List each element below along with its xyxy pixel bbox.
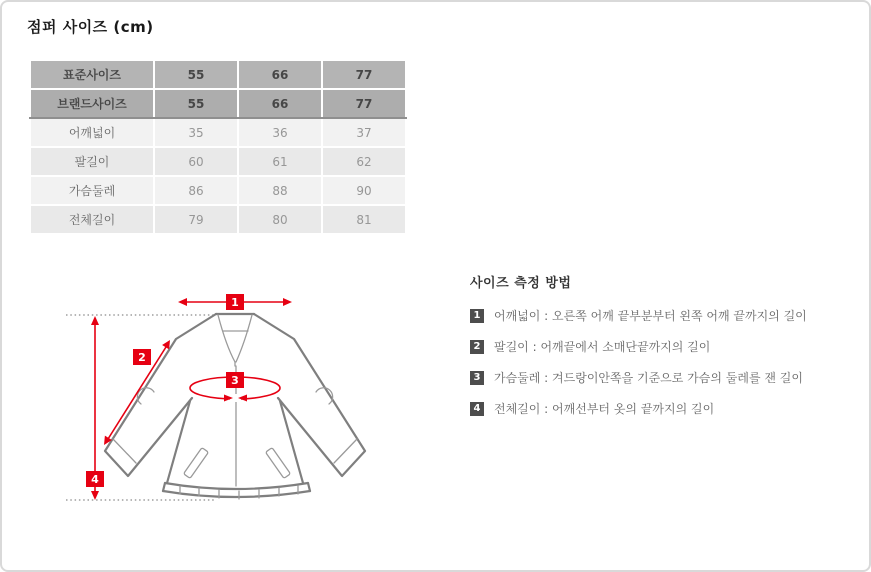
- table-row: [30, 147, 406, 176]
- table-row: [30, 205, 406, 234]
- table-cell-label: 전체길이: [30, 205, 154, 234]
- table-row: [30, 60, 406, 89]
- page-title: 점퍼 사이즈 (cm): [27, 18, 154, 36]
- jacket-measurement-diagram: [57, 280, 397, 532]
- legend-item: [470, 339, 862, 355]
- table-cell-value: 62: [322, 147, 406, 176]
- table-header-value: 77: [322, 60, 406, 89]
- legend-item: [470, 308, 862, 324]
- table-cell-value: 81: [322, 205, 406, 234]
- table-cell-value: 88: [238, 176, 322, 205]
- table-row: [30, 118, 406, 147]
- legend-number-badge: 4: [470, 402, 484, 416]
- measure-badge-2: [133, 349, 151, 365]
- table-cell-value: 61: [238, 147, 322, 176]
- table-cell-value: 37: [322, 118, 406, 147]
- jacket-details: [113, 315, 357, 499]
- table-cell-value: 35: [154, 118, 238, 147]
- table-row: [30, 89, 406, 118]
- measure-badge-1: [226, 294, 244, 310]
- svg-text:4: 4: [91, 473, 99, 486]
- measure-badge-3: [226, 372, 244, 388]
- legend-item-text: 가슴둘레 : 겨드랑이안쪽을 기준으로 가슴의 둘레를 잰 길이: [494, 371, 803, 385]
- table-cell-value: 36: [238, 118, 322, 147]
- legend-item-text: 어깨넓이 : 오른쪽 어깨 끝부분부터 왼쪽 어깨 끝까지의 길이: [494, 309, 807, 323]
- table-cell-value: 80: [238, 205, 322, 234]
- table-cell-label: 어깨넓이: [30, 118, 154, 147]
- table-header-value: 55: [154, 89, 238, 118]
- legend-item-text: 전체길이 : 어깨선부터 옷의 끝까지의 길이: [494, 402, 715, 416]
- legend-title: 사이즈 측정 방법: [470, 276, 572, 291]
- measurement-legend: [470, 272, 862, 432]
- table-cell-value: 90: [322, 176, 406, 205]
- legend-item: [470, 401, 862, 417]
- table-cell-label: 가슴둘레: [30, 176, 154, 205]
- legend-number-badge: 1: [470, 309, 484, 323]
- table-header-value: 66: [238, 89, 322, 118]
- size-table: [29, 59, 407, 235]
- table-header-label: 브랜드사이즈: [30, 89, 154, 118]
- legend-item: [470, 370, 862, 386]
- jacket-outline: [105, 314, 365, 497]
- table-cell-value: 79: [154, 205, 238, 234]
- legend-number-badge: 2: [470, 340, 484, 354]
- table-header-value: 77: [322, 89, 406, 118]
- table-cell-value: 86: [154, 176, 238, 205]
- svg-text:1: 1: [231, 296, 239, 309]
- svg-text:3: 3: [231, 374, 239, 387]
- measure-badge-4: [86, 471, 104, 487]
- table-cell-value: 60: [154, 147, 238, 176]
- table-cell-label: 팔길이: [30, 147, 154, 176]
- table-header-value: 66: [238, 60, 322, 89]
- table-row: [30, 176, 406, 205]
- legend-item-text: 팔길이 : 어깨끝에서 소매단끝까지의 길이: [494, 340, 711, 354]
- legend-number-badge: 3: [470, 371, 484, 385]
- svg-text:2: 2: [138, 351, 146, 364]
- table-header-label: 표준사이즈: [30, 60, 154, 89]
- table-header-value: 55: [154, 60, 238, 89]
